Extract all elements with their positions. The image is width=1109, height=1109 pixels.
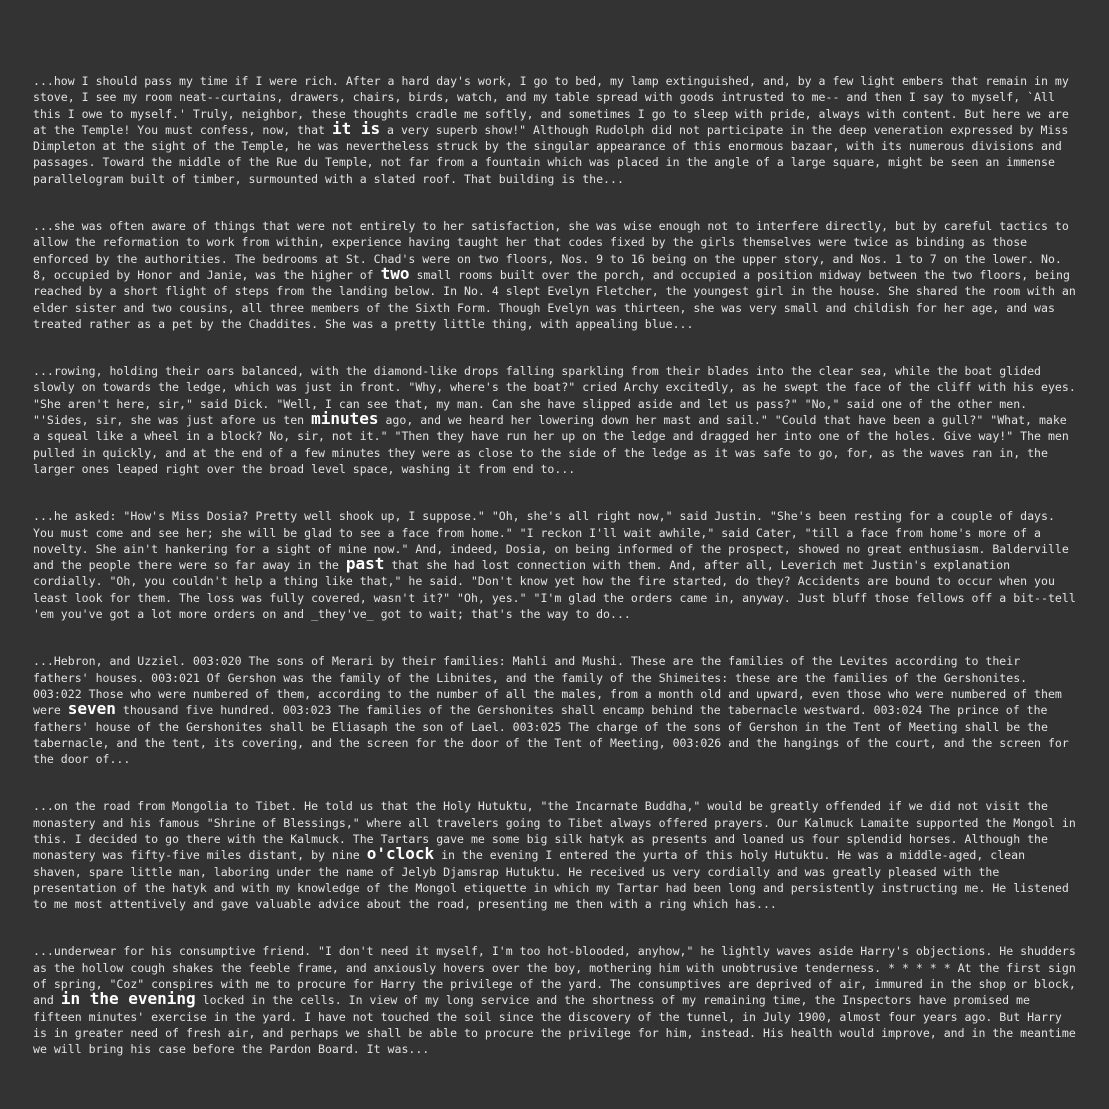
- excerpt-text-after: that she had lost connection with them. And, after all, Leverich met Justin's explanation cordially. "Oh, you couldn't help a thing like that," he said. "Don't know yet how the fire started, do they? Accidents are bound to occur when you least look for them. The loss was fully covered, wasn't it?" "Oh, yes." "I'm glad the orders came in, anyway. Just bluff those fellows off a bit--tell 'em you've got a lot more orders on and _they've_ got to wait; that's the way to do...: [33, 558, 1076, 622]
- excerpt-text-after: in the evening I entered the yurta of this holy Hutuktu. He was a middle-aged, clean shaven, spare little man, laboring under the name of Jelyb Djamsrap Hutuktu. He received us very cordially and was greatly pleased with the presentation of the hatyk and with my knowledge of the Mongol etiquette in which my Tartar had been long and persistently instructing me. He listened to me most attentively and gave valuable advice about the road, presenting me then with a ring which has...: [33, 848, 1069, 912]
- excerpt-text-before: ...rowing, holding their oars balanced, with the diamond-like drops falling sparkling from their blades into the clear sea, while the boat glided slowly on towards the ledge, which was just in front. "Why, where's the boat?" cried Archy excitedly, as he swept the face of the cliff with his eyes. "She aren't here, sir," said Dick. "Well, I can see that, my man. Can she have slipped aside and let us pass?" "No," said one of the other men. "'Sides, sir, she was just afore us ten: [33, 364, 1076, 428]
- excerpt-text-after: small rooms built over the porch, and occupied a position midway between the two floors, being reached by a short flight of steps from the landing below. In No. 4 slept Evelyn Fletcher, the youngest girl in the house. She shared the room with an elder sister and two cousins, all three members of the Sixth Form. Though Evelyn was thirteen, she was very small and childish for her age, and was treated rather as a pet by the Chaddites. She was a pretty little thing, with appealing blue...: [33, 267, 1076, 331]
- excerpt-paragraph: [33, 363, 1076, 477]
- excerpt-paragraph: [33, 508, 1076, 622]
- excerpt-text-before: ...on the road from Mongolia to Tibet. He told us that the Holy Hutuktu, "the Incarnate Buddha," would be greatly offended if we did not visit the monastery and his famous "Shrine of Blessings," where all travelers going to Tibet always offered prayers. Our Kalmuck Lamaite supported the Mongol in this. I decided to go there with the Kalmuck. The Tartars gave me some big silk hatyk as presents and loaned us four splendid horses. Although the monastery was fifty-five miles distant, by nine: [33, 799, 1076, 863]
- highlighted-phrase: in the evening: [60, 989, 196, 1009]
- text-excerpts: [33, 73, 1076, 1058]
- excerpt-text-before: ...she was often aware of things that were not entirely to her satisfaction, she was wise enough not to interfere directly, but by careful tactics to allow the reformation to work from within, experience having taught her that codes fixed by the girls themselves were twice as binding as those enforced by the authorities. The bedrooms at St. Chad's were on two floors, Nos. 9 to 16 being on the upper story, and Nos. 1 to 7 on the lower. No. 8, occupied by Honor and Janie, was the higher of: [33, 219, 1069, 282]
- excerpt-paragraph: [33, 218, 1076, 332]
- highlighted-phrase: two: [380, 263, 410, 283]
- highlighted-phrase: seven: [67, 699, 116, 719]
- excerpt-text-after: a very superb show!" Although Rudolph did not participate in the deep veneration expressed by Miss Dimpleton at the sight of the Temple, he was nevertheless struck by the singular appearance of this enormous bazaar, with its numerous divisions and passages. Toward the middle of the Rue du Temple, not far from a fountain which was placed in the angle of a large square, might be seen an immense parallelogram built of timber, surmounted with a slated roof. That building is the...: [33, 122, 1069, 186]
- excerpt-text-before: ...how I should pass my time if I were rich. After a hard day's work, I go to bed, my lamp extinguished, and, by a few light embers that remain in my stove, I see my room neat--curtains, drawers, chairs, birds, watch, and my table spread with goods intrusted to me-- and then I say to myself, `All this I owe to myself.' Truly, neighbor, these thoughts cradle me softly, and sometimes I go to sleep with pride, always with content. But here we are at the Temple! You must confess, now, that: [33, 74, 1069, 137]
- highlighted-phrase: minutes: [311, 409, 379, 429]
- excerpt-paragraph: [33, 653, 1076, 767]
- excerpt-paragraph: [33, 798, 1076, 912]
- excerpt-text-before: ...he asked: "How's Miss Dosia? Pretty well shook up, I suppose." "Oh, she's all right now," said Justin. "She's been resting for a couple of days. You must come and see her; she will be glad to see a face from home." "I reckon I'll wait awhile," said Cater, "till a face from home's more of a novelty. She ain't hankering for a sight of mine now." And, indeed, Dosia, on being informed of the prospect, showed no great enthusiasm. Balderville and the people there were so far away in the: [33, 509, 1069, 573]
- excerpt-text-after: locked in the cells. In view of my long service and the shortness of my remaining time, the Inspectors have promised me fifteen minutes' exercise in the yard. I have not touched the soil since the discovery of the tunnel, in July 1900, almost four years ago. But Harry is in greater need of fresh air, and perhaps we shall be able to procure the privilege for him, instead. His health would improve, and in the meantime we will bring his case before the Pardon Board. It was...: [33, 993, 1076, 1057]
- highlighted-phrase: o'clock: [366, 844, 435, 864]
- excerpt-text-before: ...Hebron, and Uzziel. 003:020 The sons of Merari by their families: Mahli and Mushi. These are the families of the Levites according to their fathers' houses. 003:021 Of Gershon was the family of the Libnites, and the family of the Shimeites: these are the families of the Gershonites. 003:022 Those who were numbered of them, according to the number of all the males, from a month old and upward, even those who were numbered of them were: [33, 654, 1062, 718]
- excerpt-text-after: thousand five hundred. 003:023 The families of the Gershonites shall encamp behind the tabernacle westward. 003:024 The prince of the fathers' house of the Gershonites shall be Eliasaph the son of Lael. 003:025 The charge of the sons of Gershon in the Tent of Meeting shall be the tabernacle, and the tent, its covering, and the screen for the door of the Tent of Meeting, 003:026 and the hangings of the court, and the screen for the door of...: [33, 703, 1069, 767]
- excerpt-text-before: ...underwear for his consumptive friend. "I don't need it myself, I'm too hot-blooded, anyhow," he lightly waves aside Harry's objections. He shudders as the hollow cough shakes the feeble frame, and anxiously hovers over the boy, mothering him with unobtrusive tenderness. * * * * * At the first sign of spring, "Coz" conspires with me to procure for Harry the privilege of the yard. The consumptives are deprived of air, immured in the shop or block, and: [33, 944, 1076, 1008]
- excerpt-paragraph: [33, 73, 1076, 187]
- excerpt-text-after: ago, and we heard her lowering down her mast and sail." "Could that have been a gull?" "What, make a squeal like a wheel in a block? No, sir, not it." "Then they have run her up on the ledge and dragged her into one of the holes. Give way!" The men pulled in quickly, and at the end of a few minutes they were as close to the side of the ledge as it was safe to go, for, as the waves ran in, the larger ones leaped right over the broad level space, washing it from end to...: [33, 413, 1069, 476]
- highlighted-phrase: it is: [331, 118, 381, 138]
- excerpt-paragraph: [33, 943, 1076, 1057]
- highlighted-phrase: past: [345, 554, 385, 574]
